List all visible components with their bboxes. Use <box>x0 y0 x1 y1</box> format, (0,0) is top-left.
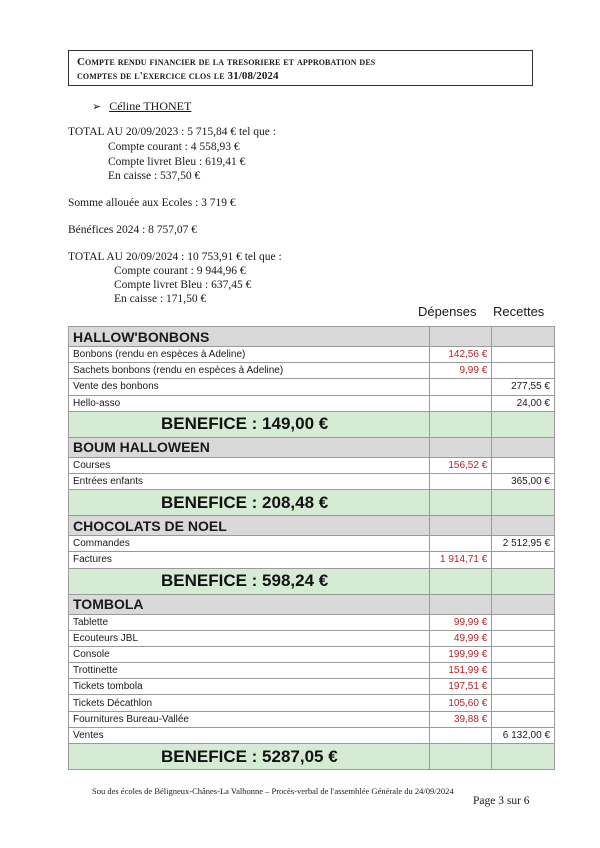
document-title-box <box>68 50 533 86</box>
row-recette: 365,00 € <box>492 473 555 489</box>
table-row <box>69 347 555 363</box>
title-line-1: Compte rendu financier de la tresoriere et approbation des <box>77 56 376 68</box>
row-recette <box>492 457 555 473</box>
table-row <box>69 695 555 711</box>
table-row <box>69 727 555 743</box>
benefice-row <box>69 568 555 594</box>
benefice-recettes-cell <box>492 490 555 516</box>
row-label: Courses <box>69 457 430 473</box>
row-depense <box>429 727 492 743</box>
benefice-recettes-cell <box>492 744 555 770</box>
row-depense: 197,51 € <box>429 679 492 695</box>
table-row <box>69 379 555 395</box>
row-label: Factures <box>69 552 430 568</box>
row-label: Ventes <box>69 727 430 743</box>
table-row <box>69 552 555 568</box>
benefice-depenses-cell <box>429 490 492 516</box>
row-label: Vente des bonbons <box>69 379 430 395</box>
row-label: Trottinette <box>69 663 430 679</box>
row-label: Tickets tombola <box>69 679 430 695</box>
table-row <box>69 473 555 489</box>
treasurer-name: Céline THONET <box>109 99 192 113</box>
row-depense: 105,60 € <box>429 695 492 711</box>
benefice-depenses-cell <box>429 568 492 594</box>
row-label: Commandes <box>69 536 430 552</box>
title-line-2: comptes de l'exercice clos le 31/08/2024 <box>77 70 279 82</box>
section-header-row <box>69 437 555 457</box>
section-recettes-cell <box>492 594 555 614</box>
benefices-2024: Bénéfices 2024 : 8 757,07 € <box>68 224 198 236</box>
row-depense: 99,99 € <box>429 614 492 630</box>
row-depense: 142,56 € <box>429 347 492 363</box>
benefice-recettes-cell <box>492 568 555 594</box>
benefice-label: BENEFICE : 598,24 € <box>69 568 430 594</box>
row-label: Hello-asso <box>69 395 430 411</box>
section-header-row <box>69 516 555 536</box>
benefice-label: BENEFICE : 208,48 € <box>69 490 430 516</box>
section-recettes-cell <box>492 437 555 457</box>
row-recette <box>492 711 555 727</box>
row-recette <box>492 552 555 568</box>
treasurer-heading <box>92 99 191 114</box>
section-recettes-cell <box>492 327 555 347</box>
section-depenses-cell <box>429 327 492 347</box>
row-recette <box>492 630 555 646</box>
section-recettes-cell <box>492 516 555 536</box>
row-label: Console <box>69 646 430 662</box>
benefice-depenses-cell <box>429 411 492 437</box>
row-label: Sachets bonbons (rendu en espèces à Adeline) <box>69 363 430 379</box>
section-title: HALLOW'BONBONS <box>69 327 430 347</box>
row-recette <box>492 646 555 662</box>
benefice-depenses-cell <box>429 744 492 770</box>
row-recette <box>492 363 555 379</box>
benefice-recettes-cell <box>492 411 555 437</box>
row-label: Ecouteurs JBL <box>69 630 430 646</box>
table-row <box>69 679 555 695</box>
compte-courant-2023: Compte courant : 4 558,93 € <box>108 141 240 153</box>
en-caisse-2023: En caisse : 537,50 € <box>108 170 201 182</box>
row-label: Entrées enfants <box>69 473 430 489</box>
row-recette: 2 512,95 € <box>492 536 555 552</box>
table-row <box>69 711 555 727</box>
column-header-recettes: Recettes <box>493 304 545 319</box>
row-depense: 199,99 € <box>429 646 492 662</box>
row-label: Fournitures Bureau-Vallée <box>69 711 430 727</box>
livret-bleu-2024: Compte livret Bleu : 637,45 € <box>114 279 252 291</box>
row-recette: 6 132,00 € <box>492 727 555 743</box>
section-depenses-cell <box>429 516 492 536</box>
row-depense: 49,99 € <box>429 630 492 646</box>
livret-bleu-2023: Compte livret Bleu : 619,41 € <box>108 156 246 168</box>
section-header-row <box>69 327 555 347</box>
row-recette <box>492 347 555 363</box>
somme-ecoles: Somme allouée aux Ecoles : 3 719 € <box>68 197 236 209</box>
row-recette <box>492 614 555 630</box>
row-recette: 24,00 € <box>492 395 555 411</box>
row-depense: 9,99 € <box>429 363 492 379</box>
table-row <box>69 536 555 552</box>
benefice-row <box>69 490 555 516</box>
benefice-row <box>69 411 555 437</box>
section-title: TOMBOLA <box>69 594 430 614</box>
row-recette <box>492 679 555 695</box>
row-depense: 1 914,71 € <box>429 552 492 568</box>
row-recette <box>492 663 555 679</box>
row-depense <box>429 473 492 489</box>
compte-courant-2024: Compte courant : 9 944,96 € <box>114 265 246 277</box>
row-depense <box>429 536 492 552</box>
total-2024: TOTAL AU 20/09/2024 : 10 753,91 € tel que : <box>68 251 282 263</box>
section-depenses-cell <box>429 437 492 457</box>
row-recette <box>492 695 555 711</box>
benefice-label: BENEFICE : 5287,05 € <box>69 744 430 770</box>
page-number: Page 3 sur 6 <box>473 795 530 807</box>
row-depense: 151,99 € <box>429 663 492 679</box>
section-depenses-cell <box>429 594 492 614</box>
table-row <box>69 395 555 411</box>
section-title: BOUM HALLOWEEN <box>69 437 430 457</box>
row-depense: 39,88 € <box>429 711 492 727</box>
row-depense: 156,52 € <box>429 457 492 473</box>
table-row <box>69 663 555 679</box>
en-caisse-2024: En caisse : 171,50 € <box>114 293 207 305</box>
table-row <box>69 363 555 379</box>
section-header-row <box>69 594 555 614</box>
table-row <box>69 630 555 646</box>
row-depense <box>429 379 492 395</box>
total-2023: TOTAL AU 20/09/2023 : 5 715,84 € tel que : <box>68 126 276 138</box>
row-label: Tablette <box>69 614 430 630</box>
table-row <box>69 457 555 473</box>
financial-table <box>68 326 555 770</box>
column-header-depenses: Dépenses <box>418 304 477 319</box>
row-depense <box>429 395 492 411</box>
footer-text: Sou des écoles de Béligneux-Chânes-La Valbonne – Procès-verbal de l'assemblée Générale du 24/09/2024 <box>92 786 454 796</box>
row-label: Tickets Décathlon <box>69 695 430 711</box>
benefice-row <box>69 744 555 770</box>
row-recette: 277,55 € <box>492 379 555 395</box>
table-row <box>69 646 555 662</box>
benefice-label: BENEFICE : 149,00 € <box>69 411 430 437</box>
table-row <box>69 614 555 630</box>
row-label: Bonbons (rendu en espèces à Adeline) <box>69 347 430 363</box>
arrow-bullet-icon: ➢ <box>92 101 102 113</box>
section-title: CHOCOLATS DE NOEL <box>69 516 430 536</box>
